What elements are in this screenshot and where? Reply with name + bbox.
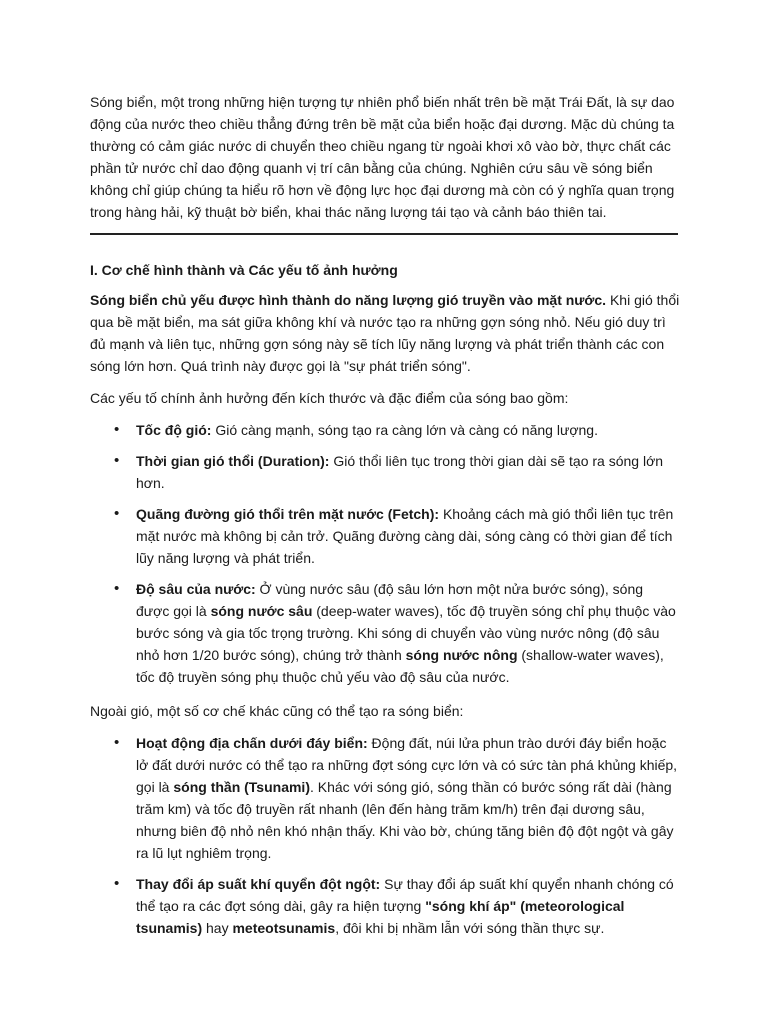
section-heading: I. Cơ chế hình thành và Các yếu tố ảnh hưởng (90, 262, 398, 278)
mechanism-item-pressure (90, 873, 680, 939)
mechanism-text: Động đất, núi lửa phun trào dưới đáy biển hoặc lở đất dưới nước có thể tạo ra những đợt sóng cực lớn và có sức tàn phá khủng khiếp, gọi là (136, 735, 678, 795)
factor-item-fetch (90, 503, 680, 569)
mechanism-text: , đôi khi bị nhầm lẫn với sóng thần thực sự. (335, 920, 605, 936)
factor-term: Thời gian gió thổi (Duration): (136, 453, 330, 469)
factor-text: Gió thổi liên tục trong thời gian dài sẽ tạo ra sóng lớn hơn. (136, 453, 664, 491)
factor-item-depth (90, 578, 680, 688)
mechanism-item-seismic (90, 732, 680, 864)
factor-term: Quãng đường gió thổi trên mặt nước (Fetch): (136, 506, 440, 522)
document-page (90, 91, 680, 951)
mechanism-text: hay (202, 920, 233, 936)
mechanism-text: . Khác với sóng gió, sóng thần có bước sóng rất dài (hàng trăm km) và tốc độ truyền rất nhanh (lên đến hàng trăm km/h) trên đại dương sâu, nhưng biên độ nhỏ nên khó nhận thấy. Khi vào bờ, chúng tăng biên độ đột ngột và gây ra lũ lụt nghiêm trọng. (136, 779, 674, 861)
shallow-water-term: sóng nước nông (405, 647, 518, 663)
factor-term: Độ sâu của nước: (136, 581, 256, 597)
deep-water-term: sóng nước sâu (210, 603, 313, 619)
tsunami-term: sóng thần (Tsunami) (173, 779, 310, 795)
factor-text: Khoảng cách mà gió thổi liên tục trên mặt nước mà không bị cản trở. Quãng đường càng dài, sóng càng có thời gian để tích lũy năng lượng và phát triển. (136, 506, 674, 566)
factors-list (90, 419, 680, 688)
meteo-tsunami-term: "sóng khí áp" (meteorological tsunamis) (136, 898, 625, 936)
factor-text: Ở vùng nước sâu (độ sâu lớn hơn một nửa bước sóng), sóng được gọi là (136, 581, 644, 619)
factor-text: Gió càng mạnh, sóng tạo ra càng lớn và càng có năng lượng. (211, 422, 598, 438)
factor-item-duration (90, 450, 680, 494)
mechanism-text: Sự thay đổi áp suất khí quyển nhanh chóng có thể tạo ra các đợt sóng dài, gây ra hiện tượng (136, 876, 674, 914)
factor-text: (shallow-water waves), tốc độ truyền sóng phụ thuộc chủ yếu vào độ sâu của nước. (136, 647, 664, 685)
section-divider (90, 233, 678, 235)
meteotsunamis-term: meteotsunamis (232, 920, 336, 936)
other-mechanisms-intro: Ngoài gió, một số cơ chế khác cũng có thể tạo ra sóng biển: (90, 703, 464, 719)
intro-paragraph: Sóng biển, một trong những hiện tượng tự nhiên phổ biến nhất trên bề mặt Trái Đất, là sự dao động của nước theo chiều thẳng đứng trên bề mặt của biển hoặc đại dương. Mặc dù chúng ta thường có cảm giác nước di chuyển theo chiều ngang từ ngoài khơi xô vào bờ, thực chất các phần tử nước chỉ dao động quanh vị trí cân bằng của chúng. Nghiên cứu sâu về sóng biển không chỉ giúp chúng ta hiểu rõ hơn về động lực học đại dương mà còn có ý nghĩa quan trọng trong hàng hải, kỹ thuật bờ biển, khai thác năng lượng tái tạo và cảnh báo thiên tai. (90, 94, 675, 220)
mechanism-term: Hoạt động địa chấn dưới đáy biển: (136, 735, 368, 751)
factor-item-wind-speed (90, 419, 680, 441)
factor-term: Tốc độ gió: (136, 422, 212, 438)
lead-text: Khi gió thổi qua bề mặt biển, ma sát giữa không khí và nước tạo ra những gợn sóng nhỏ. Nếu gió duy trì đủ mạnh và liên tục, những gợn sóng này sẽ tích lũy năng lượng và phát triển thành các con sóng lớn hơn. Quá trình này được gọi là "sự phát triển sóng". (90, 292, 680, 374)
factors-intro: Các yếu tố chính ảnh hưởng đến kích thước và đặc điểm của sóng bao gồm: (90, 390, 569, 406)
factor-text: (deep-water waves), tốc độ truyền sóng chỉ phụ thuộc vào bước sóng và gia tốc trọng trường. Khi sóng di chuyển vào vùng nước nông (độ sâu nhỏ hơn 1/20 bước sóng), chúng trở thành (136, 603, 676, 663)
mechanism-term: Thay đổi áp suất khí quyển đột ngột: (136, 876, 381, 892)
mechanisms-list (90, 732, 680, 939)
lead-bold-text: Sóng biển chủ yếu được hình thành do năng lượng gió truyền vào mặt nước. (90, 292, 607, 308)
lead-paragraph (90, 289, 680, 377)
